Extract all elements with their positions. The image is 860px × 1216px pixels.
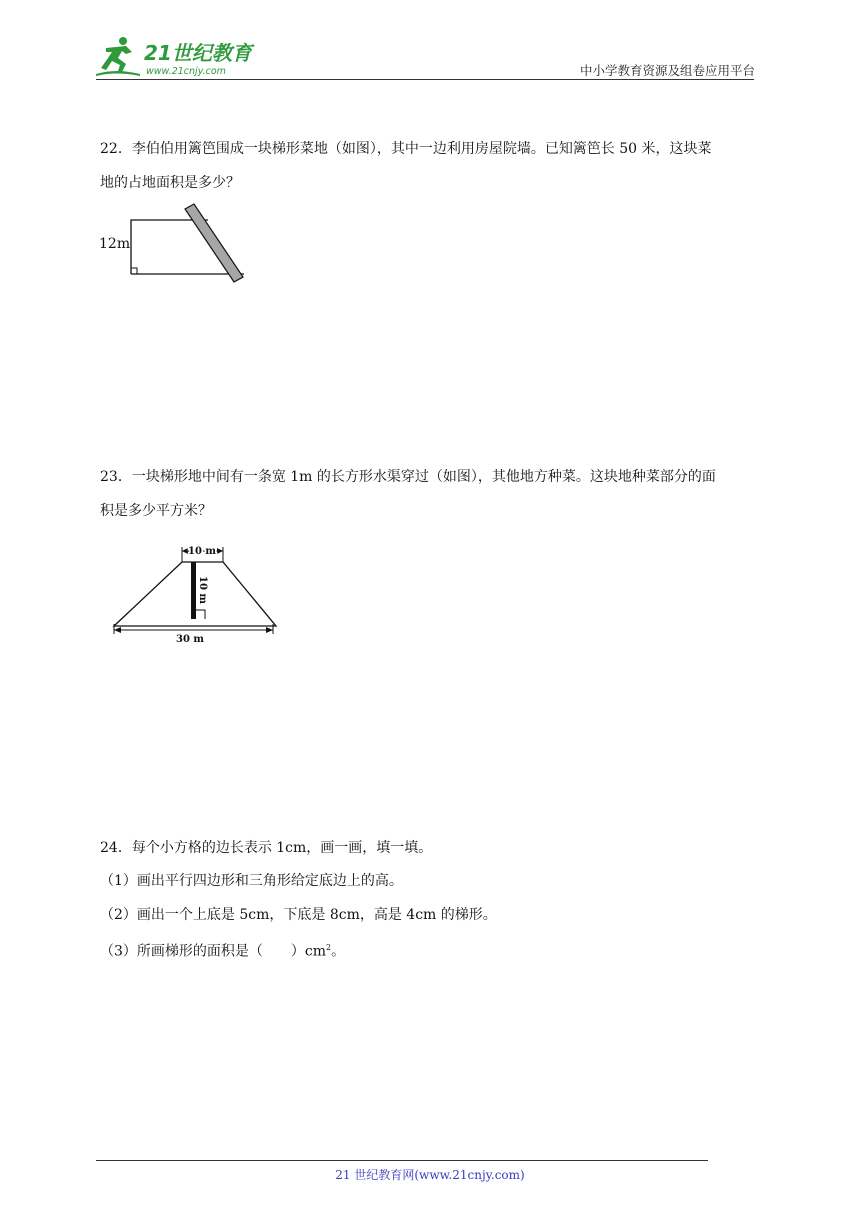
footer-divider — [96, 1160, 708, 1161]
q24-text-line3: （2）画出一个上底是 5cm，下底是 8cm，高是 4cm 的梯形。 — [100, 907, 497, 923]
runner-logo-icon — [96, 37, 140, 76]
q22-figure-label-12m: 12m — [99, 236, 131, 252]
q24-text-line1: 24．每个小方格的边长表示 1cm，画一画，填一填。 — [100, 840, 433, 856]
q22-trapezoid-figure — [126, 202, 248, 286]
q24-text-line2: （1）画出平行四边形和三角形给定底边上的高。 — [100, 873, 403, 889]
q22-text-line1: 22．李伯伯用篱笆围成一块梯形菜地（如图），其中一边利用房屋院墙。已知篱笆长 50 米，这块菜 — [100, 141, 712, 157]
q22-text-line2: 地的占地面积是多少？ — [100, 175, 240, 191]
house-wall — [185, 204, 243, 282]
q23-text-line2: 积是多少平方米？ — [100, 503, 212, 519]
header-divider — [96, 79, 754, 80]
site-logo — [96, 34, 276, 78]
logo-main-text: 21世纪教育 — [144, 41, 252, 65]
q23-bottom-label: 30 m — [176, 634, 204, 645]
footer-site-text: 21 世纪教育网(www.21cnjy.com) — [335, 1168, 525, 1182]
q23-trapezoid-figure — [100, 538, 280, 648]
q24-text-line4 — [100, 938, 345, 962]
logo-sub-text: www.21cnjy.com — [146, 66, 226, 77]
q24-line4-text: （3）所画梯形的面积是（ ）cm — [100, 943, 327, 960]
q23-height-label: 10 m — [197, 576, 208, 604]
q23-text-line1: 23．一块梯形地中间有一条宽 1m 的长方形水渠穿过（如图），其他地方种菜。这块地种菜部分的面 — [100, 469, 716, 485]
q24-line4-superscript: 2 — [326, 943, 332, 952]
header-platform-name: 中小学教育资源及组卷应用平台 — [579, 63, 755, 78]
water-canal — [191, 562, 196, 619]
q23-top-label: 10 m — [188, 546, 216, 557]
q24-line4-end: 。 — [331, 943, 346, 960]
